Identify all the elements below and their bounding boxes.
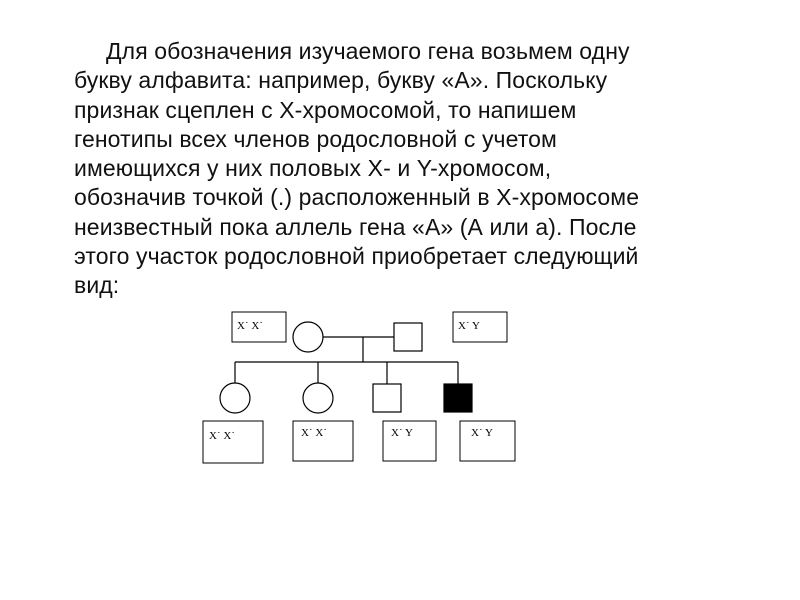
child-3-genotype-label: X˙ Y xyxy=(391,427,413,439)
child-1-genotype-box xyxy=(203,421,263,463)
text-line: вид: xyxy=(74,272,120,299)
son-2-affected-symbol xyxy=(444,384,472,412)
text-line: признак сцеплен с Х-хромосомой, то напишем xyxy=(74,96,577,123)
father-genotype-box xyxy=(453,312,507,342)
mother-symbol xyxy=(293,322,323,352)
child-1-genotype-label: X˙ X˙ xyxy=(209,430,235,442)
father-symbol xyxy=(394,323,422,351)
text-line: букву алфавита: например, букву «А». Поскольку xyxy=(74,67,608,94)
mother-genotype-box xyxy=(232,312,286,342)
text-line: этого участок родословной приобретает следующий xyxy=(74,243,639,270)
father-genotype-label: X˙ Y xyxy=(458,320,480,332)
text-line: имеющихся у них половых Х- и Y-хромосом, xyxy=(74,155,552,182)
text-line: неизвестный пока аллель гена «А» (А или а). После xyxy=(74,213,637,240)
child-2-genotype-label: X˙ X˙ xyxy=(301,427,327,439)
daughter-2-symbol xyxy=(303,383,333,413)
child-4-genotype-box xyxy=(460,421,515,461)
mother-genotype-label: X˙ X˙ xyxy=(237,320,263,332)
child-4-genotype-label: X˙ Y xyxy=(471,427,493,439)
text-line: генотипы всех членов родословной с учетом xyxy=(74,125,557,152)
daughter-1-symbol xyxy=(220,383,250,413)
son-1-symbol xyxy=(373,384,401,412)
child-2-genotype-box xyxy=(293,421,353,461)
text-line: Для обозначения изучаемого гена возьмем одну xyxy=(106,38,630,64)
child-3-genotype-box xyxy=(383,421,436,461)
text-line: обозначив точкой (.) расположенный в Х-хромосоме xyxy=(74,184,640,211)
